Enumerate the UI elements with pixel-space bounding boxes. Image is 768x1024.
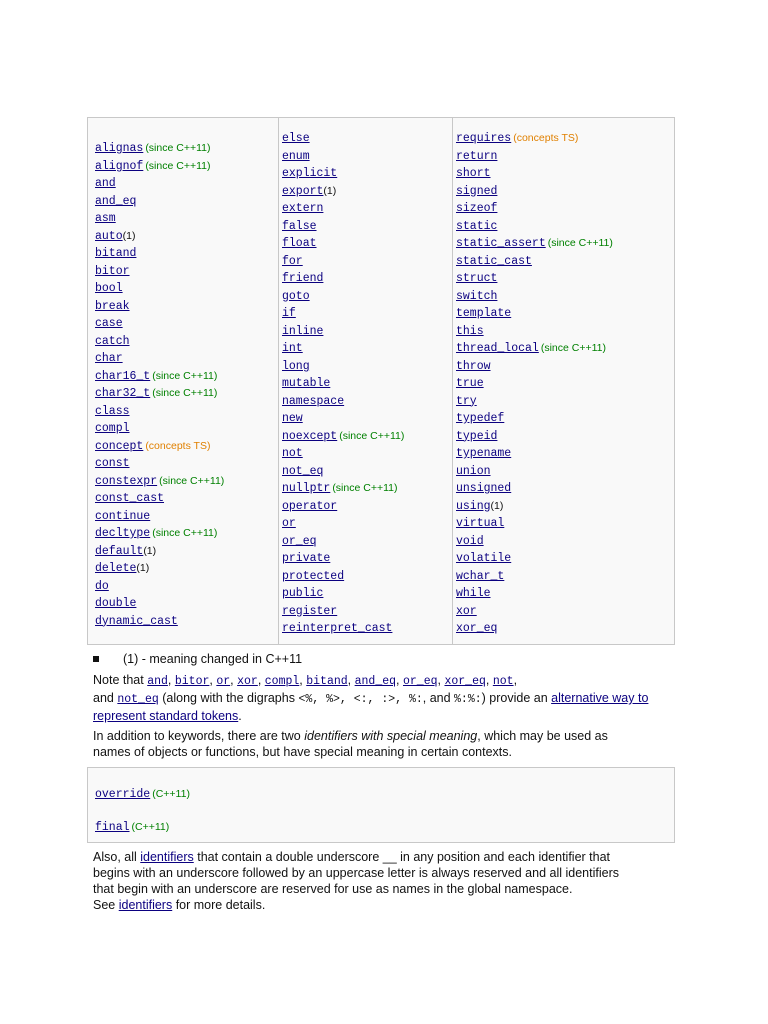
keyword-row (279, 198, 453, 216)
keyword-this[interactable]: this (456, 324, 484, 338)
keyword-row (453, 198, 674, 216)
keyword-goto[interactable]: goto (282, 289, 310, 303)
keyword-row (279, 496, 453, 514)
keyword-note: (since C++11) (145, 159, 211, 172)
keyword-bitand[interactable]: bitand (95, 247, 137, 260)
identifiers-link[interactable]: identifiers (118, 898, 173, 912)
keyword-note: (1) (490, 499, 504, 512)
keyword-concept[interactable]: concept (95, 439, 144, 453)
digraph: %> (326, 693, 340, 706)
keyword-static-cast[interactable]: static_cast (456, 254, 532, 268)
note-kw-not[interactable]: not (492, 675, 514, 688)
keyword-row (279, 461, 453, 479)
keyword-nullptr[interactable]: nullptr (282, 482, 331, 495)
keyword-row (279, 216, 453, 234)
keyword-decltype[interactable]: decltype (95, 527, 151, 540)
keyword-row (88, 576, 278, 594)
keyword-row (453, 583, 674, 601)
keyword-note: (concepts TS) (513, 132, 579, 144)
keyword-throw[interactable]: throw (456, 359, 491, 373)
note-line-3: represent standard tokens. (93, 709, 242, 723)
keyword-row (279, 531, 453, 549)
keyword-table (87, 117, 675, 645)
keyword-row (453, 601, 674, 619)
keyword-row (453, 251, 674, 269)
keyword-row (279, 356, 453, 374)
keyword-row (279, 426, 453, 444)
keyword-static-assert[interactable]: static_assert (456, 237, 546, 250)
keyword-row (279, 251, 453, 269)
keyword-operator[interactable]: operator (282, 499, 338, 513)
digraph: :> (381, 693, 396, 706)
keyword-and[interactable]: and (95, 177, 116, 190)
keyword-row (453, 426, 674, 444)
keyword-row (88, 523, 278, 541)
keyword-else[interactable]: else (282, 132, 310, 145)
keyword-row (88, 261, 278, 279)
bullet-icon (93, 656, 99, 662)
keyword-xor-eq[interactable]: xor_eq (456, 622, 498, 635)
keyword-row (88, 191, 278, 209)
note-line-1: Note that and, bitor, or, xor, compl, bitand, and_eq, or_eq, xor_eq, not, (93, 673, 518, 688)
keyword-row (88, 611, 278, 629)
digraph-list: <%, %>, <:, :>, %: (298, 693, 423, 706)
keyword-row (88, 418, 278, 436)
keyword-row (453, 163, 674, 181)
keyword-protected[interactable]: protected (282, 569, 345, 583)
keyword-reinterpret-cast[interactable]: reinterpret_cast (282, 622, 393, 635)
special-identifiers-paragraph: In addition to keywords, there are two identifiers with special meaning, which may be used as names of objects or functions, but have special meaning in certain contexts. (93, 729, 608, 759)
note-kw-xor[interactable]: xor (237, 675, 258, 688)
keyword-return[interactable]: return (456, 149, 498, 163)
keyword-row (279, 303, 453, 321)
note-kw-and-eq[interactable]: and_eq (354, 675, 397, 688)
keyword-false[interactable]: false (282, 219, 317, 233)
note-kw-not-eq[interactable]: not_eq (117, 693, 159, 706)
keyword-row (88, 226, 278, 244)
keyword-for[interactable]: for (282, 254, 303, 268)
keyword-row (453, 286, 674, 304)
keyword-delete[interactable]: delete (95, 562, 137, 575)
keyword-signed[interactable]: signed (456, 184, 498, 198)
keyword-break[interactable]: break (95, 299, 130, 313)
keyword-char16-t[interactable]: char16_t (95, 369, 151, 383)
keyword-row (279, 128, 453, 146)
alternative-tokens-link-2[interactable]: represent standard tokens (93, 709, 239, 723)
keyword-note: (1) (323, 184, 337, 197)
keyword-row (88, 488, 278, 506)
note-paragraph (93, 672, 648, 724)
keyword-typedef[interactable]: typedef (456, 412, 505, 425)
keyword-typeid[interactable]: typeid (456, 429, 498, 443)
digraph-last: %:%: (454, 693, 482, 706)
keyword-row (279, 548, 453, 566)
keyword-char32-t[interactable]: char32_t (95, 387, 151, 400)
keyword-row (279, 181, 453, 199)
keyword-row (88, 313, 278, 331)
keyword-row (453, 391, 674, 409)
keyword-bitor[interactable]: bitor (95, 264, 130, 278)
keyword-row (88, 208, 278, 226)
keyword-compl[interactable]: compl (95, 422, 130, 435)
keyword-note: (concepts TS) (145, 439, 211, 452)
keyword-row (453, 321, 674, 339)
keyword-note: (since C++11) (152, 527, 218, 539)
keyword-default[interactable]: default (95, 544, 144, 558)
keyword-char[interactable]: char (95, 352, 123, 365)
keyword-column-3 (452, 118, 674, 644)
keyword-continue[interactable]: continue (95, 509, 151, 523)
keyword-switch[interactable]: switch (456, 289, 498, 303)
keyword-alignas[interactable]: alignas (95, 142, 144, 155)
digraph: <% (298, 693, 313, 706)
keyword-row (279, 443, 453, 461)
keyword-row (279, 233, 453, 251)
keyword-wchar-t[interactable]: wchar_t (456, 569, 505, 583)
keyword-class[interactable]: class (95, 404, 130, 418)
note-kw-xor-eq[interactable]: xor_eq (444, 675, 486, 688)
keyword-row (453, 356, 674, 374)
keyword-enum[interactable]: enum (282, 149, 310, 163)
keyword-requires[interactable]: requires (456, 132, 512, 145)
keyword-note: (since C++11) (152, 369, 218, 382)
keyword-row (279, 373, 453, 391)
keyword-using[interactable]: using (456, 499, 491, 513)
keyword-note: (since C++11) (547, 237, 613, 249)
keyword-row (279, 286, 453, 304)
keyword-note: (1) (143, 544, 157, 557)
special-id-row: final (C++11) (95, 821, 170, 834)
keyword-case[interactable]: case (95, 317, 123, 330)
keyword-noexcept[interactable]: noexcept (282, 429, 338, 443)
keyword-struct[interactable]: struct (456, 272, 498, 285)
keyword-new[interactable]: new (282, 412, 303, 425)
keyword-row (279, 391, 453, 409)
keyword-note: (since C++11) (332, 482, 398, 494)
keyword-or[interactable]: or (282, 517, 296, 530)
keyword-true[interactable]: true (456, 377, 484, 390)
keyword-thread-local[interactable]: thread_local (456, 342, 539, 355)
note-kw-and[interactable]: and (147, 675, 168, 688)
keyword-constexpr[interactable]: constexpr (95, 474, 158, 488)
keyword-float[interactable]: float (282, 237, 317, 250)
keyword-typename[interactable]: typename (456, 447, 512, 460)
keyword-alignof[interactable]: alignof (95, 159, 144, 173)
keyword-or-eq[interactable]: or_eq (282, 534, 317, 548)
keyword-row (279, 513, 453, 531)
keyword-if[interactable]: if (282, 307, 296, 320)
note-kw-compl[interactable]: compl (264, 675, 300, 688)
keyword-explicit[interactable]: explicit (282, 167, 338, 180)
keyword-row (453, 216, 674, 234)
keyword-row (453, 566, 674, 584)
keyword-row (453, 373, 674, 391)
note-kw-or[interactable]: or (216, 675, 231, 688)
keyword-const-cast[interactable]: const_cast (95, 492, 165, 505)
keyword-template[interactable]: template (456, 307, 512, 320)
keyword-row (453, 233, 674, 251)
keyword-and-eq[interactable]: and_eq (95, 194, 137, 208)
note-kw-bitand[interactable]: bitand (306, 675, 348, 688)
footnote-text: (1) - meaning changed in C++11 (123, 652, 303, 666)
keyword-extern[interactable]: extern (282, 202, 324, 215)
keyword-row (88, 383, 278, 401)
keyword-virtual[interactable]: virtual (456, 517, 505, 530)
keyword-const[interactable]: const (95, 457, 130, 470)
keyword-column-1 (88, 118, 278, 644)
keyword-note: (since C++11) (145, 142, 211, 154)
keyword-row (453, 146, 674, 164)
keyword-note: (since C++11) (339, 429, 405, 442)
keyword-auto[interactable]: auto (95, 229, 123, 243)
keyword-friend[interactable]: friend (282, 272, 324, 285)
keyword-row (88, 243, 278, 261)
keyword-row (88, 593, 278, 611)
digraph: %: (408, 693, 423, 706)
special-id-row: override (C++11) (95, 788, 190, 801)
keyword-do[interactable]: do (95, 579, 109, 593)
keyword-int[interactable]: int (282, 342, 303, 355)
keyword-row (88, 156, 278, 174)
keyword-row (279, 408, 453, 426)
keyword-row (279, 601, 453, 619)
keyword-short[interactable]: short (456, 167, 491, 180)
keyword-row (279, 566, 453, 584)
keyword-register[interactable]: register (282, 604, 338, 618)
keyword-xor[interactable]: xor (456, 604, 477, 618)
note-kw-or-eq[interactable]: or_eq (403, 675, 438, 688)
keyword-row (279, 478, 453, 496)
keyword-row (453, 338, 674, 356)
keyword-not[interactable]: not (282, 447, 303, 460)
keyword-catch[interactable]: catch (95, 334, 130, 348)
keyword-row (88, 138, 278, 156)
keyword-row (453, 513, 674, 531)
keyword-note: (since C++11) (152, 387, 218, 399)
keyword-row (88, 436, 278, 454)
digraph: <: (353, 693, 368, 706)
keyword-row (279, 163, 453, 181)
keyword-sizeof[interactable]: sizeof (456, 202, 498, 215)
keyword-mutable[interactable]: mutable (282, 377, 331, 390)
keyword-row (279, 583, 453, 601)
note-keywords: and, bitor, or, xor, compl, bitand, and_eq, or_eq, xor_eq, not, (147, 673, 518, 688)
keyword-row (88, 366, 278, 384)
keyword-while[interactable]: while (456, 587, 491, 600)
alternative-tokens-link-1[interactable]: alternative way to (551, 691, 649, 705)
keyword-note: (since C++11) (159, 474, 225, 487)
keyword-row (453, 303, 674, 321)
keyword-row (453, 478, 674, 496)
keyword-row (88, 173, 278, 191)
keyword-row (279, 268, 453, 286)
keyword-row (279, 338, 453, 356)
keyword-double[interactable]: double (95, 597, 137, 610)
keyword-union[interactable]: union (456, 464, 491, 478)
keyword-volatile[interactable]: volatile (456, 552, 512, 565)
keyword-row (453, 548, 674, 566)
keyword-row (279, 146, 453, 164)
note-line-2: and not_eq (along with the digraphs <%, %>, <:, :>, %:, and %:%:) provide an alternative way to (93, 691, 649, 706)
keyword-row (88, 278, 278, 296)
keyword-row (88, 558, 278, 576)
keyword-row (453, 181, 674, 199)
keyword-row (88, 453, 278, 471)
keyword-note: (1) (136, 562, 150, 574)
keyword-row (88, 541, 278, 559)
special-identifiers-table (87, 767, 675, 843)
keyword-inline[interactable]: inline (282, 324, 324, 338)
reserved-identifiers-paragraph: Also, all identifiers that contain a double underscore __ in any position and each identifier that begins with an underscore followed by an uppercase letter is always reserved and all identifiers that begin with an underscore are reserved for use as names in the global namespace. See identifiers for more details. (93, 850, 619, 912)
keyword-row (88, 506, 278, 524)
keyword-row (453, 496, 674, 514)
keyword-static[interactable]: static (456, 219, 498, 233)
keyword-row (88, 331, 278, 349)
keyword-not-eq[interactable]: not_eq (282, 464, 324, 478)
keyword-asm[interactable]: asm (95, 212, 116, 225)
keyword-row (88, 348, 278, 366)
keyword-row (88, 296, 278, 314)
keyword-row (88, 401, 278, 419)
keyword-column-2 (278, 118, 453, 644)
keyword-private[interactable]: private (282, 552, 331, 565)
keyword-row (453, 531, 674, 549)
keyword-row (279, 321, 453, 339)
keyword-row (88, 471, 278, 489)
keyword-row (453, 128, 674, 146)
keyword-unsigned[interactable]: unsigned (456, 482, 512, 495)
keyword-row (453, 618, 674, 636)
keyword-row (453, 408, 674, 426)
keyword-long[interactable]: long (282, 359, 310, 373)
keyword-namespace[interactable]: namespace (282, 394, 345, 408)
keyword-row (279, 618, 453, 636)
keyword-row (453, 443, 674, 461)
keyword-void[interactable]: void (456, 534, 484, 548)
keyword-public[interactable]: public (282, 587, 324, 600)
keyword-note: (since C++11) (540, 342, 606, 354)
identifiers-link[interactable]: identifiers (140, 850, 194, 864)
keyword-export[interactable]: export (282, 184, 324, 198)
keyword-note: (1) (122, 229, 136, 242)
keyword-override[interactable]: override (95, 788, 151, 801)
keyword-final[interactable]: final (95, 821, 130, 834)
keyword-bool[interactable]: bool (95, 282, 123, 295)
note-kw-bitor[interactable]: bitor (174, 675, 210, 688)
keyword-row (453, 268, 674, 286)
keyword-row (453, 461, 674, 479)
special-meaning-emphasis: identifiers with special meaning (304, 729, 478, 743)
keyword-dynamic-cast[interactable]: dynamic_cast (95, 614, 178, 628)
footnote (93, 652, 302, 666)
keyword-try[interactable]: try (456, 394, 477, 408)
